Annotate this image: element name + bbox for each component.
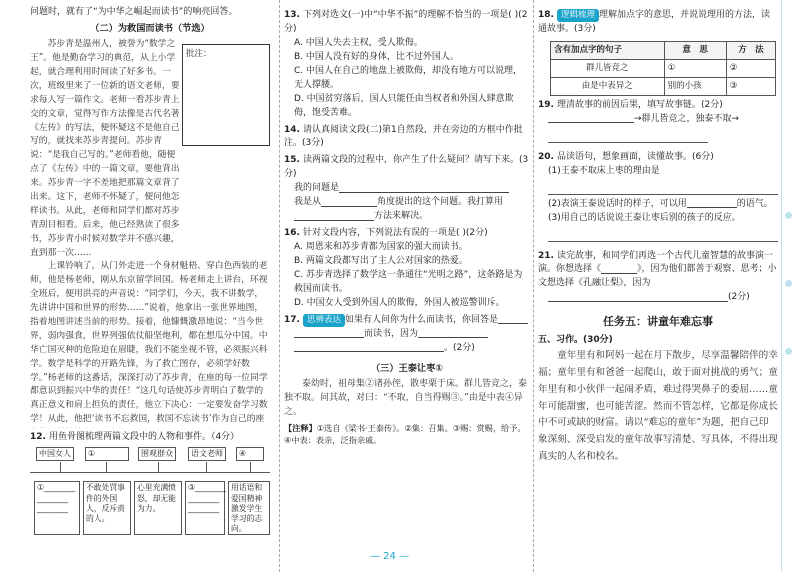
question-17 — [284, 314, 530, 328]
story-chain — [538, 113, 778, 127]
answer-blank[interactable] — [498, 314, 528, 324]
option: B. 两篇文段都写出了主人公对国家的热爱。 — [294, 255, 468, 266]
question-number: 19. — [538, 99, 554, 110]
table-cell[interactable]: ② — [726, 59, 775, 77]
table-cell: 由是中表异之 — [551, 77, 665, 95]
footnote-label: 【注释】 — [284, 422, 317, 433]
score: (2分) — [728, 292, 750, 303]
table-header: 方 法 — [726, 41, 775, 59]
question-number: 13. — [284, 10, 300, 20]
section-title: （三）王泰让枣① — [370, 362, 444, 374]
fishbone-bone — [106, 462, 107, 472]
answer-blank[interactable] — [321, 197, 377, 207]
answer-blank[interactable] — [294, 211, 374, 221]
question-number: 14. — [284, 124, 300, 135]
classical-passage: 泰幼时，祖母集②诸孙侄，散枣栗于床。群儿皆竞之，泰独不取。问其故，对曰：“不取，自当得赐③。”由是中表④异之。 — [284, 378, 528, 417]
answer-blank[interactable] — [418, 328, 488, 338]
passage-paragraph: 苏步青是温州人，被誉为“数学之王”。他是勤奋学习的典范，从上小学起，就合理利用时间读了好多书。一次，班级里来了一位新的语文老师，要求每人写一篇作文。老师一看苏步青上交的文章，觉得写作方法像是古代名著《左传》的写法，便怀疑这不是他自己写的，就找来苏步青提问。苏步青说：“是我自己写的。”老师看他，随便点了《左传》中的一篇文章，要他背出来。苏步青一字不差地把那篇文章背了出来。这下，老师不怀疑了，便问他怎样读书。从此，老师和同学们都对苏步青刮目相看。后来，他已经熟读了很多书，苏步青小时候对数学并不感兴趣，直到那一次…… — [30, 39, 180, 258]
chain-text: →群儿皆竞之，独泰不取→ — [634, 113, 740, 124]
annotation-label: 批注： — [186, 49, 212, 59]
option: D. 中国贫穷落后，国人只能任由当权者和外国人肆意欺侮，饱受苦难。 — [294, 93, 514, 118]
question-text: 》，因为他们都善于观察、思考；小文想选择《孔融让梨》，因为 — [538, 264, 777, 289]
question-number: 20. — [538, 151, 554, 162]
question-20 — [538, 151, 778, 165]
question-text: 下列对选文(一)中“中华不振”的理解不恰当的一项是( )(2分) — [284, 10, 528, 34]
fishbone-bone — [250, 462, 251, 472]
question-18 — [538, 9, 778, 37]
question-text: 品读语句，想象画面，读懂故事。(6分) — [556, 151, 714, 162]
question-number: 12. — [30, 432, 46, 443]
question-number: 21. — [538, 250, 554, 261]
footnote-text: ①选自《梁书·王泰传》。②集：召集。③赐：赏赐，给予。④中表：表亲，泛指亲戚。 — [284, 422, 526, 446]
essay-prompt: 童年里有和阿妈一起在月下散步，尽享温馨陪伴的幸福；童年里有和爸爸一起爬山，敢于面对挑战的勇气；童年里有和小伙伴一起闹矛盾，难过得哭鼻子的委屈……童年可能甜蜜，也可能苦涩。然而不管怎样，它都是你成长中不可或缺的财富。请以“难忘的童年”为题，把自己印象深刻、深受启发的童年故事写清楚、写具体，不得出现真实的人名和校名。 — [538, 350, 778, 462]
sub-question-text: (3)用自己的话说说王泰让枣后别的孩子的反应。 — [548, 212, 741, 223]
question-number: 17. — [284, 314, 300, 325]
answer-prefix: 我的问题是 — [294, 183, 340, 194]
answer-line — [538, 291, 778, 305]
margin-dot — [785, 212, 792, 219]
question-21 — [538, 250, 778, 292]
annotation-box[interactable] — [182, 44, 270, 146]
option: A. 周恩来和苏步青都为国家的强大而读书。 — [294, 242, 468, 252]
answer-text: 方法来解决。 — [374, 211, 429, 222]
sub-question-text: (2)表演王泰说话时的样子，可以用 — [548, 198, 687, 209]
intro-line: 问题时，就有了“为中华之崛起而读书”的响亮回答。 — [30, 7, 238, 17]
table-cell: 群儿皆竞之 — [551, 59, 665, 77]
answer-blank[interactable] — [339, 183, 509, 193]
column-divider-left — [279, 0, 280, 572]
answer-blank[interactable] — [687, 198, 737, 208]
table-cell: 别的小孩 — [664, 77, 726, 95]
column-middle — [284, 6, 530, 447]
footnote — [284, 422, 530, 447]
answer-line — [284, 182, 530, 196]
answer-text: 角度提出的这个问题。我打算用 — [377, 197, 504, 208]
question-number: 16. — [284, 228, 300, 239]
fishbone-answer-box[interactable]: ③________ ________ ________ — [185, 481, 225, 535]
margin-dot — [785, 280, 792, 287]
question-text: 读完故事，和同学们再选一个古代儿童智慧的故事演一演。你想选择《 — [538, 250, 773, 275]
answer-blank[interactable] — [548, 113, 634, 123]
question-number: 18. — [538, 10, 554, 20]
fishbone-label[interactable]: ④ — [236, 447, 264, 461]
answer-blank[interactable] — [601, 264, 637, 274]
margin-dot — [785, 348, 792, 355]
fishbone-bone — [158, 462, 159, 472]
sub-question — [538, 165, 778, 179]
question-text: 用鱼骨图梳理两篇文段中的人物和事件。（4分） — [48, 432, 240, 443]
table-header: 意 思 — [664, 41, 726, 59]
answer-prefix: 我是从 — [294, 197, 322, 208]
option: B. 中国人没有好的身体，比不过外国人。 — [294, 51, 459, 62]
sub-question-text: 的语气。 — [736, 198, 773, 209]
table-row — [551, 59, 776, 77]
section-title: （二）为救国而读书（节选） — [90, 22, 210, 34]
table-header-row — [551, 41, 776, 59]
fishbone-spine — [30, 472, 270, 473]
column-right — [538, 6, 778, 466]
option: C. 中国人在自己的地盘上被欺侮，却没有地方可以说理，无人撑腰。 — [294, 65, 523, 90]
answer-line[interactable] — [548, 181, 778, 195]
option: C. 苏步青选择了数学这一条通往“光明之路”，这条路是为救国而读书。 — [294, 269, 523, 294]
task-title: 任务五：讲童年难忘事 — [603, 315, 713, 329]
question-12 — [30, 431, 270, 445]
table-header: 含有加点字的句子 — [551, 41, 665, 59]
answer-blank[interactable] — [294, 342, 444, 352]
question-15 — [284, 154, 530, 182]
answer-line — [284, 342, 530, 356]
option: A. 中国人失去主权，受人欺侮。 — [294, 37, 423, 48]
skill-badge: 思辨表达 — [303, 314, 345, 327]
question-text: 请认真阅读文段(二)第1自然段，并在旁边的方框中作批注。(3分) — [284, 124, 523, 149]
option: D. 中国女人受到外国人的欺侮，外国人被巡警训斥。 — [294, 297, 505, 308]
fishbone-box: 心里充满愤怒，却无能为力。 — [134, 481, 182, 535]
fishbone-label: 围观群众 — [138, 447, 176, 461]
fishbone-bone — [206, 462, 207, 472]
passage-paragraph: 上课铃响了，从门外走进一个身材魁梧、穿白色西装的老师，他是杨老师，刚从东京留学回国。杨老师走上讲台，环视全班后，便用洪亮的声音说：“同学们，今天，我不讲数学，先讲讲中国和世界的形势……”说着，他拿出一张世界地图，指着地图讲述当前的形势。接着，他慷慨激昂地说：“当今世界，弱肉强食，世界列强依仗船坚炮利，都在想瓜分中国。中华亡国灭种的危险迫在眉睫，我们不能坐视不管，必须振兴科学。数学是科学的开路先锋，为了救亡图存，必须学好数学。”杨老师的这番话，深深打动了苏步青，在座的每一位同学都意识到振兴中华的责任！“这几句话使苏步青明白了数学的真正意义和肩上担负的责任，他立下决心：一定要发奋学习数学！从此，他把‘读书不忘救国，救国不忘读书’作为自己的座 — [30, 261, 268, 425]
question-text: 针对文段内容，下列说法有误的一项是( )(2分) — [302, 228, 488, 239]
answer-line[interactable] — [548, 228, 778, 242]
question-13 — [284, 9, 530, 37]
answer-line[interactable] — [548, 129, 708, 143]
word-meaning-table — [550, 41, 776, 96]
answer-line — [284, 196, 530, 210]
question-16 — [284, 227, 530, 241]
question-19 — [538, 99, 778, 113]
answer-line — [284, 328, 530, 342]
essay-heading: 五、习作。(30分) — [538, 335, 613, 346]
question-text: 读两篇文段的过程中，你产生了什么疑问？请写下来。(3分) — [284, 155, 529, 180]
answer-line — [284, 210, 530, 224]
answer-blank[interactable] — [548, 292, 728, 302]
fishbone-box: 用话语和爱国精神激发学生学习的志向。 — [228, 481, 270, 535]
question-text: 如果有人问你为什么而读书，你回答是 — [344, 314, 498, 325]
fishbone-box: 不敢处罚事件的外国人，反斥责的人。 — [83, 481, 131, 535]
margin-band — [781, 0, 782, 572]
question-number: 15. — [284, 155, 300, 166]
fishbone-label: 语文老师 — [188, 447, 226, 461]
sub-question — [538, 198, 778, 212]
question-14 — [284, 124, 530, 152]
fishbone-chart — [30, 447, 270, 539]
page-number: — 24 — — [370, 550, 410, 562]
skill-badge: 逻辑梳理 — [557, 9, 599, 22]
question-text: 理清故事的前因后果，填写故事链。(2分) — [556, 99, 723, 110]
sub-question — [538, 212, 778, 226]
fishbone-bone — [60, 462, 61, 472]
question-text: 理解加点字的意思，并说说理用的方法，读通故事。(3分) — [538, 10, 770, 34]
fishbone-label[interactable]: ① — [85, 447, 129, 461]
fishbone-label: 中国女人 — [36, 447, 74, 461]
table-cell[interactable]: ③ — [726, 77, 775, 95]
table-cell[interactable]: ① — [664, 59, 726, 77]
column-divider-right — [533, 0, 534, 572]
answer-text: 。(2分) — [444, 342, 475, 353]
table-row — [551, 77, 776, 95]
fishbone-answer-box[interactable]: ①________ ________ ________ — [34, 481, 80, 535]
sub-question-text: (1)王泰不取床上枣的理由是 — [548, 165, 660, 176]
answer-text: 而读书，因为 — [364, 328, 419, 339]
answer-blank[interactable] — [294, 328, 364, 338]
